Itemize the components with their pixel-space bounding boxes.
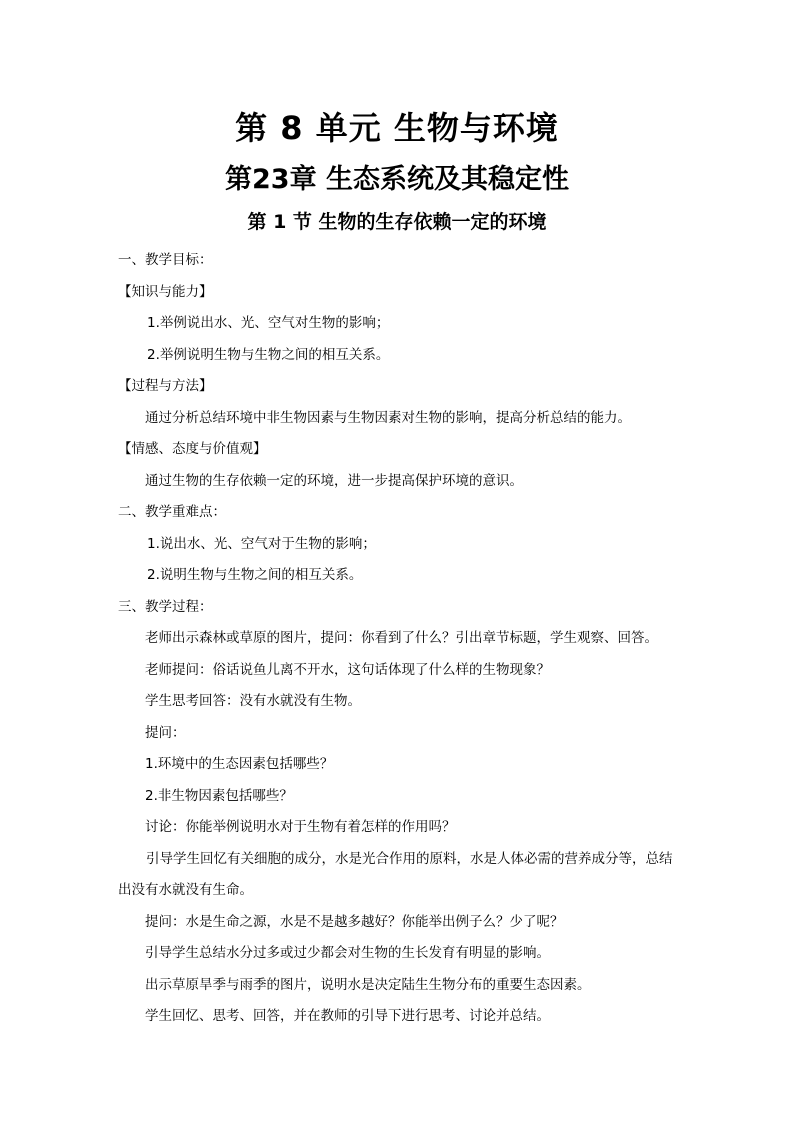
emotion-text: 通过生物的生存依赖一定的环境，进一步提高保护环境的意识。	[145, 472, 523, 489]
goals-heading: 一、教学目标：	[118, 252, 213, 268]
key-item: 2.说明生物与生物之间的相互关系。	[147, 567, 363, 583]
guide-paragraph: 引导学生回忆有关细胞的成分，水是光合作用的原料，水是人体必需的营养成分等，总结出没有水就没有生命。	[118, 850, 673, 898]
teach-line: 提问：	[145, 724, 186, 741]
emotion-heading: 【情感、态度与价值观】	[118, 441, 267, 457]
teach-line: 2.非生物因素包括哪些？	[145, 787, 293, 804]
teach-line: 出示草原旱季与雨季的图片，说明水是决定陆生生物分布的重要生态因素。	[145, 976, 591, 993]
chapter-title: 第23章 生态系统及其稳定性	[225, 164, 569, 195]
knowledge-item: 1.举例说出水、光、空气对生物的影响；	[147, 315, 390, 331]
section-title: 第 1 节 生物的生存依赖一定的环境	[247, 211, 547, 233]
teach-line: 老师出示森林或草原的图片，提问：你看到了什么？引出章节标题，学生观察、回答。	[145, 630, 658, 646]
teach-line: 学生思考回答：没有水就没有生物。	[145, 693, 361, 709]
knowledge-heading: 【知识与能力】	[118, 283, 213, 300]
teach-line: 引导学生总结水分过多或过少都会对生物的生长发育有明显的影响。	[145, 945, 550, 961]
knowledge-item: 2.举例说明生物与生物之间的相互关系。	[147, 346, 390, 363]
process-heading: 【过程与方法】	[118, 378, 213, 394]
teach-line: 提问：水是生命之源，水是不是越多越好？你能举出例子么？少了呢？	[145, 913, 564, 930]
teach-line: 讨论：你能举例说明水对于生物有着怎样的作用吗？	[145, 819, 456, 835]
teach-line: 老师提问：俗话说鱼儿离不开水，这句话体现了什么样的生物现象？	[145, 661, 550, 678]
document-body	[118, 245, 678, 1033]
unit-title: 第 8 单元 生物与环境	[235, 109, 559, 147]
key-heading: 二、教学重难点：	[118, 504, 226, 520]
process-text: 通过分析总结环境中非生物因素与生物因素对生物的影响，提高分析总结的能力。	[145, 409, 631, 426]
teaching-process-heading: 三、教学过程：	[118, 598, 213, 615]
teach-line: 学生回忆、思考、回答，并在教师的引导下进行思考、讨论并总结。	[145, 1008, 550, 1024]
key-item: 1.说出水、光、空气对于生物的影响；	[147, 535, 376, 552]
teach-line: 1.环境中的生态因素包括哪些？	[145, 756, 334, 772]
